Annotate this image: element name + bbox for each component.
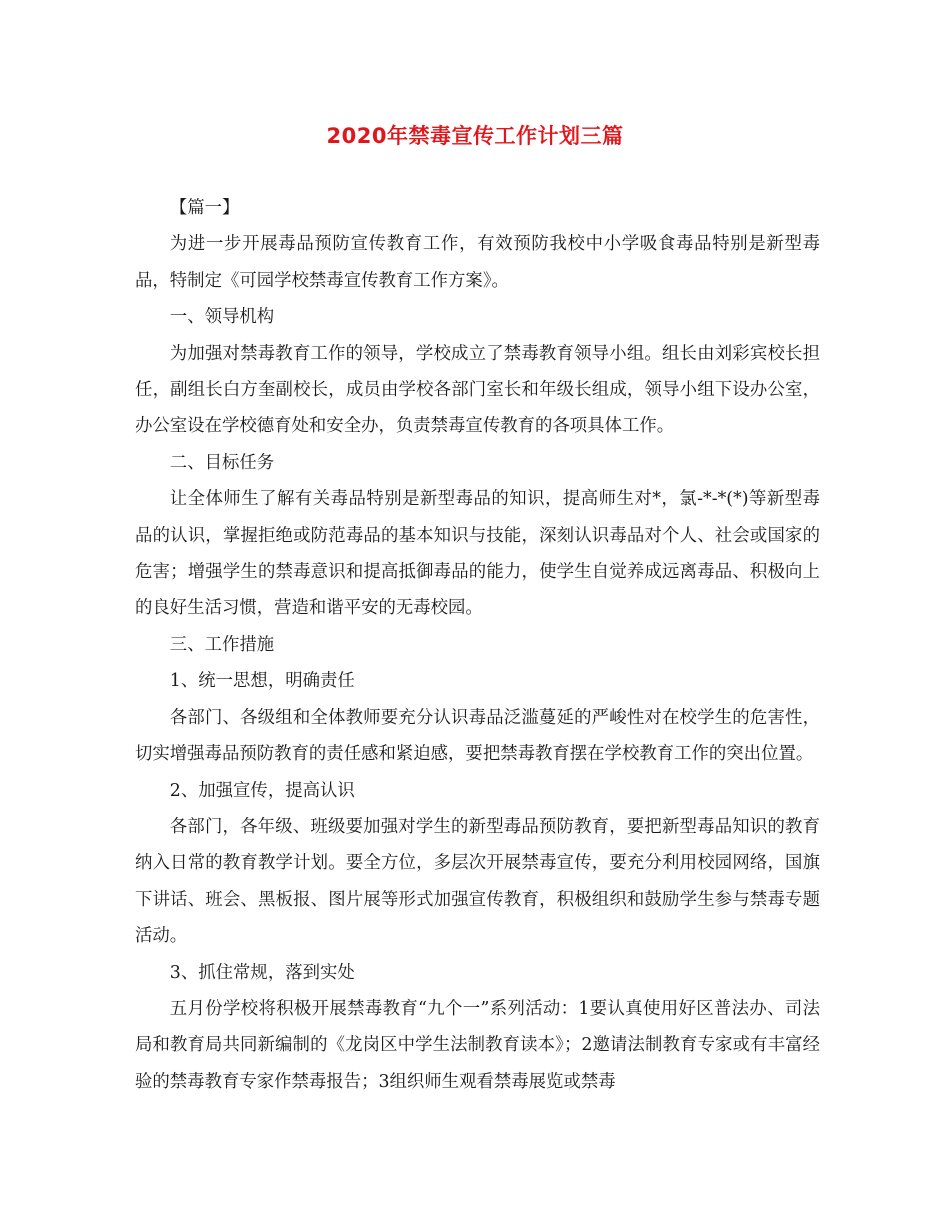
document-body (135, 190, 820, 1100)
heading-goals: 二、目标任务 (169, 452, 275, 473)
routine-paragraph: 五月份学校将积极开展禁毒教育“九个一”系列活动：1要认真使用好区普法办、司法局和教育局共同新编制的《龙岗区中学生法制教育读本》；2邀请法制教育专家或有丰富经验的禁毒教育专家作禁毒报告；3组织师生观看禁毒展览或禁毒 (135, 998, 820, 1092)
heading-measures: 三、工作措施 (169, 634, 275, 655)
subheading-routine: 3、抓住常规，落到实处 (169, 962, 355, 983)
unify-paragraph: 各部门、各级组和全体教师要充分认识毒品泛滥蔓延的严峻性对在校学生的危害性，切实增强毒品预防教育的责任感和紧迫感，要把禁毒教育摆在学校教育工作的突出位置。 (135, 707, 820, 765)
publicity-paragraph: 各部门，各年级、班级要加强对学生的新型毒品预防教育，要把新型毒品知识的教育纳入日常的教育教学计划。要全方位，多层次开展禁毒宣传，要充分利用校园网络，国旗下讲话、班会、黑板报、图片展等形式加强宣传教育，积极组织和鼓励学生参与禁毒专题活动。 (135, 816, 820, 947)
subheading-unify: 1、统一思想，明确责任 (169, 671, 355, 692)
leadership-paragraph: 为加强对禁毒教育工作的领导，学校成立了禁毒教育领导小组。组长由刘彩宾校长担任，副组长白方奎副校长，成员由学校各部门室长和年级长组成，领导小组下设办公室，办公室设在学校德育处和安全办，负责禁毒宣传教育的各项具体工作。 (135, 343, 820, 437)
document-title: 2020年禁毒宣传工作计划三篇 (326, 124, 624, 148)
intro-paragraph: 为进一步开展毒品预防宣传教育工作，有效预防我校中小学吸食毒品特别是新型毒品，特制定《可园学校禁毒宣传教育工作方案》。 (135, 234, 820, 291)
heading-leadership: 一、领导机构 (169, 307, 275, 328)
subheading-publicity: 2、加强宣传，提高认识 (169, 780, 355, 801)
section-marker: 【篇一】 (169, 198, 240, 218)
goals-paragraph: 让全体师生了解有关毒品特别是新型毒品的知识，提高师生对*，氯-*-*(*)等新型毒品的认识，掌握拒绝或防范毒品的基本知识与技能，深刻认识毒品对个人、社会或国家的危害；增强学生的禁毒意识和提高抵御毒品的能力，使学生自觉养成远离毒品、积极向上的良好生活习惯，营造和谐平安的无毒校园。 (135, 489, 820, 619)
